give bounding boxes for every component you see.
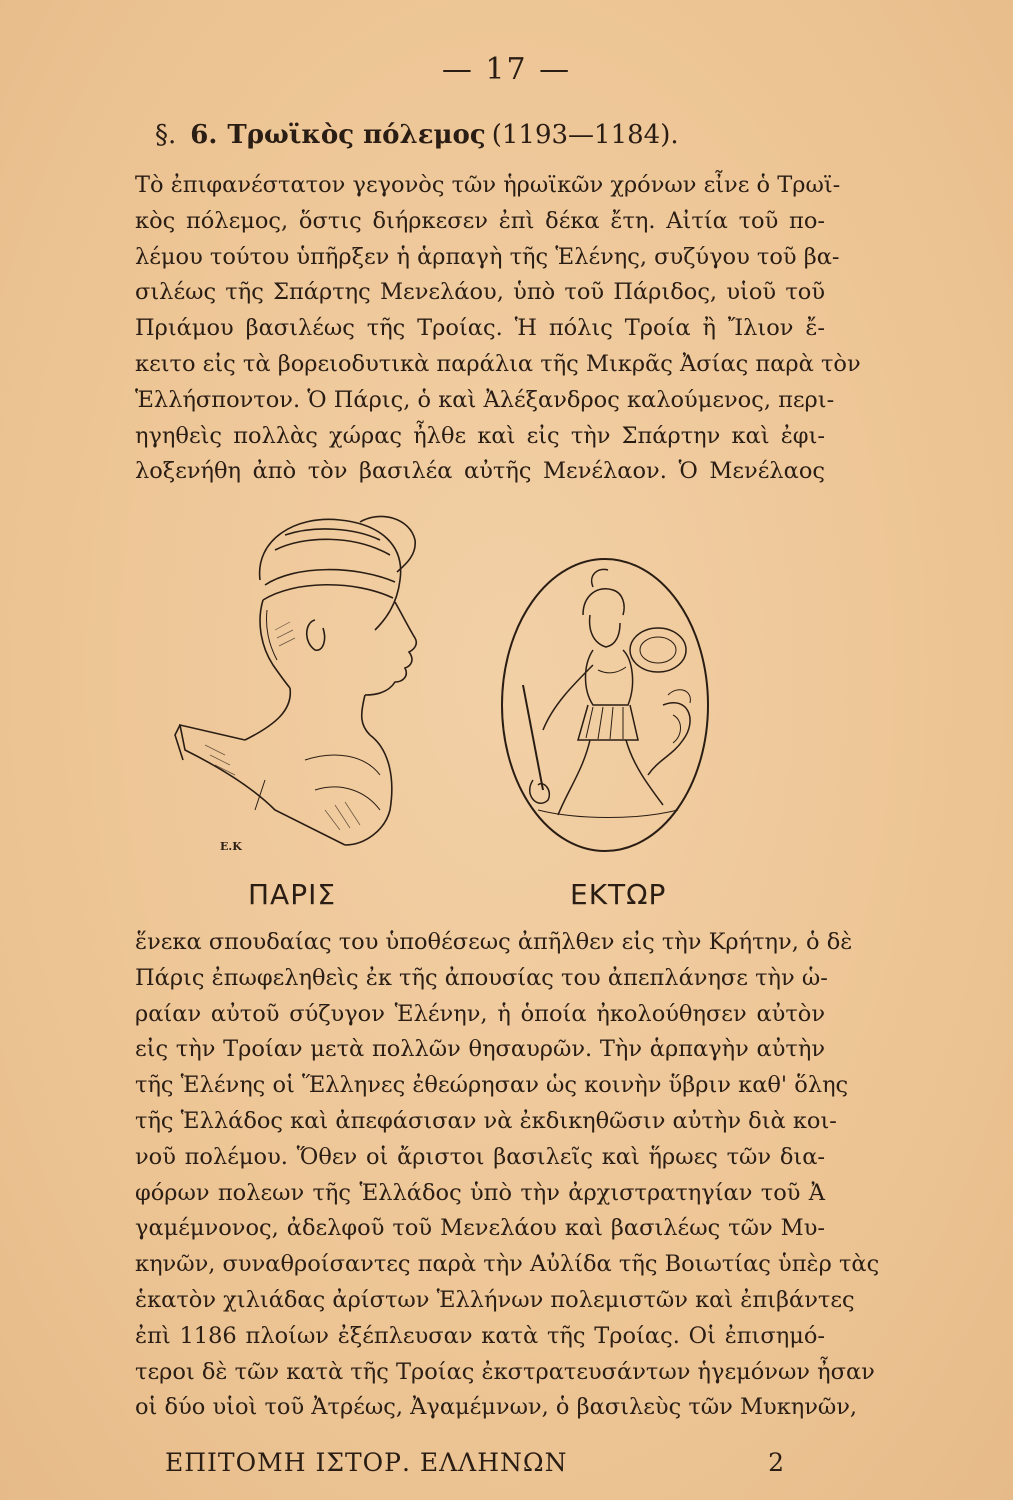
caption-paris: ΠΑΡΙΣ <box>248 878 337 911</box>
hector-gem-engraving <box>498 555 713 855</box>
page-footer <box>165 1448 785 1477</box>
section-title: Τρωϊκὸς πόλεμος <box>227 120 486 150</box>
text-line: φόρων πολεων τῆς Ἑλλάδος ὑπὸ τὴν ἀρχιστρατηγίαν τοῦ Ἀ <box>135 1179 825 1206</box>
text-line: ἑκατὸν χιλιάδας ἀρίστων Ἑλλήνων πολεμιστῶν καὶ ἐπιβάντες <box>135 1286 855 1313</box>
text-line: κειτο εἰς τὰ βορειοδυτικὰ παράλια τῆς Μικρᾶς Ἀσίας παρὰ τὸν <box>135 350 861 377</box>
text-line: εἰς τὴν Τροίαν μετὰ πολλῶν θησαυρῶν. Τὴν ἁρπαγὴν αὐτὴν <box>135 1036 825 1063</box>
text-line: Τὸ ἐπιφανέστατον γεγονὸς τῶν ἡρωϊκῶν χρόνων εἶνε ὁ Τρωϊ- <box>135 172 841 198</box>
engraver-mark: E.K <box>220 840 242 853</box>
text-line: κὸς πόλεμος, ὅστις διήρκεσεν ἐπὶ δέκα ἔτη. Αἰτία τοῦ πο- <box>135 207 825 234</box>
text-line: Πριάμου βασιλέως τῆς Τροίας. Ἡ πόλις Τροία ἢ Ἴλιον ἔ- <box>135 315 825 342</box>
paris-bust-engraving <box>165 510 455 855</box>
text-line: σιλέως τῆς Σπάρτης Μενελάου, ὑπὸ τοῦ Πάριδος, υἱοῦ τοῦ <box>135 279 825 306</box>
paragraph-1 <box>135 168 861 490</box>
text-line: γαμέμνονος, ἀδελφοῦ τοῦ Μενελάου καὶ βασιλέως τῶν Μυ- <box>135 1215 825 1242</box>
text-line: ραίαν αὐτοῦ σύζυγον Ἑλένην, ἡ ὁποία ἠκολούθησεν αὐτὸν <box>135 1000 825 1027</box>
paragraph-2 <box>135 925 880 1426</box>
text-line: λοξενήθη ἀπὸ τὸν βασιλέα αὐτῆς Μενέλαον. Ὁ Μενέλαος <box>135 458 825 485</box>
text-line: νοῦ πολέμου. Ὅθεν οἱ ἄριστοι βασιλεῖς καὶ ἥρωες τῶν δια- <box>135 1143 825 1170</box>
text-line: τῆς Ἑλλάδος καὶ ἀπεφάσισαν νὰ ἐκδικηθῶσιν αὐτὴν διὰ κοι- <box>135 1107 837 1134</box>
section-heading <box>155 120 875 150</box>
text-line: τεροι δὲ τῶν κατὰ τῆς Τροίας ἐκστρατευσάντων ἡγεμόνων ἦσαν <box>135 1358 875 1385</box>
text-line: Ἑλλήσποντον. Ὁ Πάρις, ὁ καὶ Ἀλέξανδρος καλούμενος, περι- <box>135 386 835 413</box>
text-line: οἱ δύο υἱοὶ τοῦ Ἀτρέως, Ἀγαμέμνων, ὁ βασιλεὺς τῶν Μυκηνῶν, <box>135 1394 858 1421</box>
text-line: τῆς Ἑλένης οἱ Ἕλληνες ἐθεώρησαν ὡς κοινὴν ὕβριν καθ' ὅλης <box>135 1072 849 1099</box>
section-number: 6. <box>190 120 218 150</box>
text-line: Πάρις ἐπωφεληθεὶς ἐκ τῆς ἀπουσίας του ἀπεπλάνησε τὴν ὡ- <box>135 964 828 991</box>
section-years: (1193—1184). <box>491 120 679 150</box>
text-line: λέμου τούτου ὑπῆρξεν ἡ ἁρπαγὴ τῆς Ἑλένης, συζύγου τοῦ βα- <box>135 243 840 270</box>
text-line: κηνῶν, συναθροίσαντες παρὰ τὴν Αὐλίδα τῆς Βοιωτίας ὑπὲρ τὰς <box>135 1251 880 1278</box>
text-line: ἐπὶ 1186 πλοίων ἐξέπλευσαν κατὰ τῆς Τροίας. Οἱ ἐπισημό- <box>135 1322 825 1349</box>
footer-title: ΕΠΙΤΟΜΗ ΙΣΤΟΡ. ΕΛΛΗΝΩΝ <box>165 1448 568 1477</box>
section-sign: §. <box>155 120 177 150</box>
signature-number: 2 <box>768 1448 785 1477</box>
caption-hector: ΕΚΤΩΡ <box>570 878 667 911</box>
text-line: ἕνεκα σπουδαίας του ὑποθέσεως ἀπῆλθεν εἰς τὴν Κρήτην, ὁ δὲ <box>135 929 853 955</box>
page-number: — 17 — <box>441 52 572 87</box>
text-line: ηγηθεὶς πολλὰς χώρας ἦλθε καὶ εἰς τὴν Σπάρτην καὶ ἐφι- <box>135 422 825 449</box>
